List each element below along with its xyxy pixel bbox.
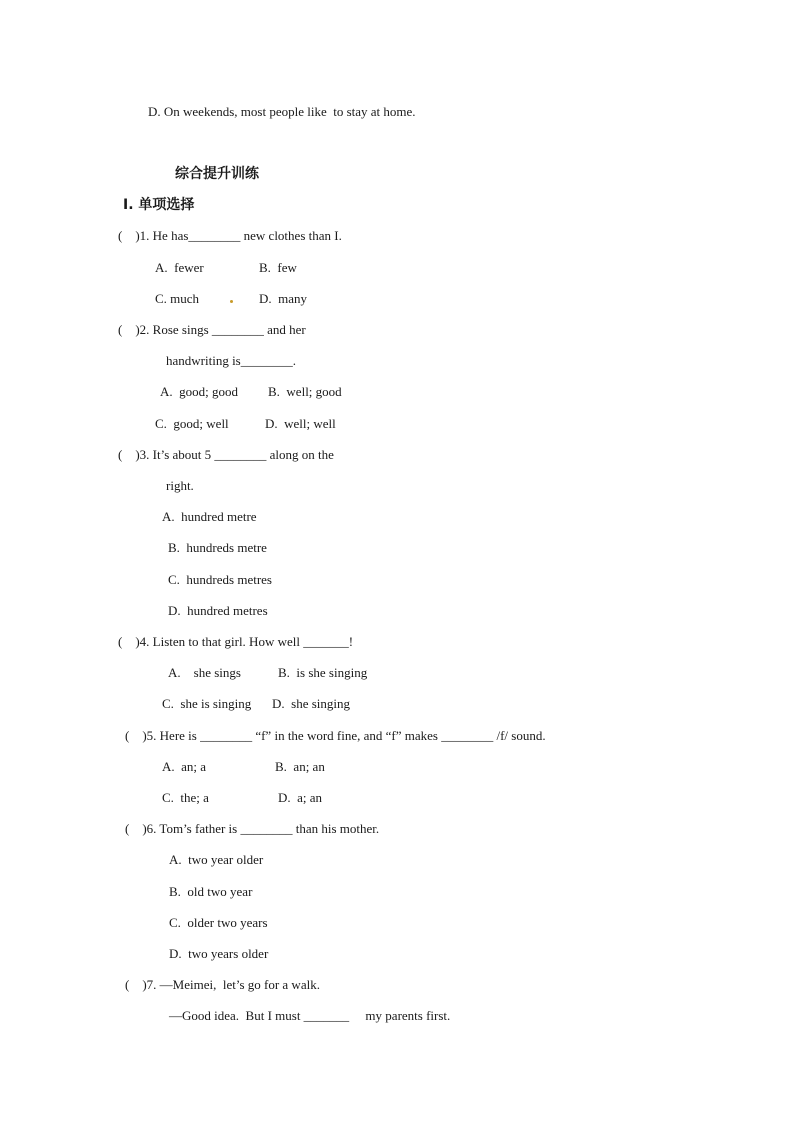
part-heading: Ⅰ. 单项选择: [123, 197, 195, 213]
q5-option-b: B. an; an: [275, 759, 325, 774]
q2-option-c: C. good; well: [155, 416, 229, 431]
q4-option-c: C. she is singing: [162, 696, 252, 711]
q1-option-c: C. much: [155, 291, 200, 306]
q1-option-a: A. fewer: [155, 260, 204, 275]
q3-option-d: D. hundred metres: [168, 603, 268, 618]
q2-stem-continued: handwriting is________.: [166, 353, 296, 368]
q3-stem: ( )3. It’s about 5 ________ along on the: [118, 447, 334, 462]
q7-stem: ( )7. —Meimei, let’s go for a walk.: [125, 977, 320, 992]
q2-stem: ( )2. Rose sings ________ and her: [118, 322, 306, 337]
q4-option-b: B. is she singing: [278, 665, 368, 680]
section-title: 综合提升训练: [175, 166, 259, 182]
q2-option-d: D. well; well: [265, 416, 336, 431]
q2-option-b: B. well; good: [268, 384, 342, 399]
q3-option-b: B. hundreds metre: [168, 540, 267, 555]
q5-option-a: A. an; a: [162, 759, 207, 774]
q6-stem: ( )6. Tom’s father is ________ than his mother.: [125, 821, 380, 836]
q5-option-d: D. a; an: [278, 790, 323, 805]
q3-option-c: C. hundreds metres: [168, 572, 272, 587]
q1-option-b: B. few: [259, 260, 297, 275]
q4-stem: ( )4. Listen to that girl. How well _______!: [118, 634, 354, 649]
q4-option-d: D. she singing: [272, 696, 350, 711]
intro-option: D. On weekends, most people like to stay at home.: [148, 104, 416, 119]
q6-option-a: A. two year older: [169, 852, 264, 867]
q3-option-a: A. hundred metre: [162, 509, 257, 524]
q7-stem-continued: —Good idea. But I must _______ my parents first.: [169, 1008, 451, 1023]
q5-stem: ( )5. Here is ________ “f” in the word fine, and “f” makes ________ /f/ sound.: [125, 728, 546, 743]
q2-option-a: A. good; good: [160, 384, 238, 399]
q6-option-d: D. two years older: [169, 946, 269, 961]
q1-stem: ( )1. He has________ new clothes than I.: [118, 228, 342, 243]
q5-option-c: C. the; a: [162, 790, 209, 805]
q3-stem-continued: right.: [166, 478, 194, 493]
stray-dot-mark: [230, 300, 233, 303]
q6-option-c: C. older two years: [169, 915, 268, 930]
q4-option-a: A. she sings: [168, 665, 241, 680]
q1-option-d: D. many: [259, 291, 308, 306]
q6-option-b: B. old two year: [169, 884, 253, 899]
